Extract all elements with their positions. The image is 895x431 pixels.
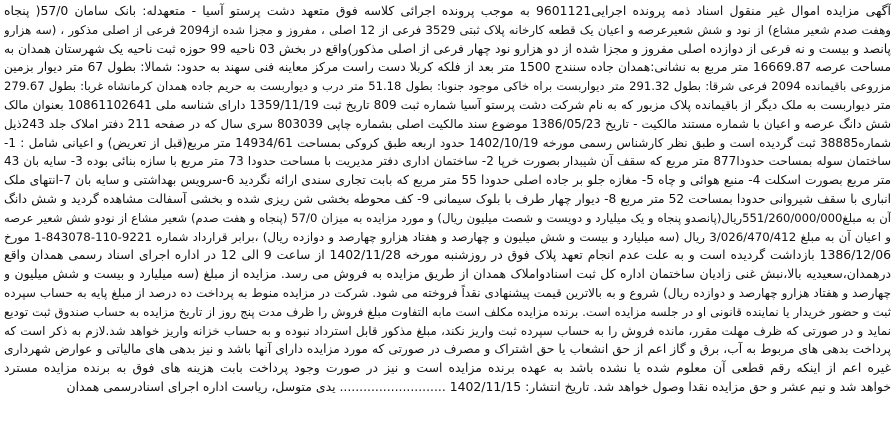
notice-line-14: 1386/12/06 بازداشت گردیده است و به علت عدم انجام تعهد پلاک فوق در روزشنبه مورخه 1402/11/28 از ساعت 9 الی 12 در اداره اجرای اسناد رسمی همدان واقع <box>4 247 891 263</box>
notice-line-15: درهمدان،سعیدیه بالا،نبش غنی زادیان ساختمان اداره کل ثبت اسنادواملاک همدان از طریق مزایده به فروش می رسد. مزایده از مبلغ (سه میلیارد و بیست و شش میلیون و <box>4 266 891 282</box>
notice-line-7: شش دانگ عرصه و اعیان با شماره مستند مالکیت - تاریخ 1386/05/23 موضوع سند مالکیت اصلی بشماره چاپی 803039 سری سال که در صفحه 211 دفتر املاک جلد 243ذیل <box>4 116 891 131</box>
notice-line-4: مساحت عرصه 16669.87 متر مربع به نشانی:همدان جاده سنندج 1500 متر بعد از فلکه کربلا دست راست مرکز معاینه فنی سهند به حدود: شمالا: بطول 67 متر دیوار بزمین <box>4 60 891 75</box>
notice-line-1: آگهی مزایده اموال غیر منقول اسناد ذمه پرونده اجرایی9601121 به موجب پرونده اجرائی کلاسه فوق متعهد دشت پرستو آسیا - متعهدله: بانک سامان 57/0( پنجاه <box>4 3 891 18</box>
notice-line-6: متر دیواربست به ملک دیگر از باقیمانده پلاک مزبور که به نام شرکت دشت پرستو آسیا شماره ثبت 809 تاریخ ثبت 1359/11/19 دارای شناسه ملی 10861102641 بعنوان مالک <box>4 97 891 112</box>
notice-line-2: وهفت صدم شعیر مشاع) از نود و شش شعیرعرصه و اعیان یک قطعه کارخانه پلاک ثبتی 3529 فرعی از 12 اصلی ، مفروز و مجزا شده از2094 فرعی از اصلی مذکور ، (سه هزارو <box>4 22 891 37</box>
notice-line-21: خواهد شد و نیم عشر و حق مزایده نقدا وصول خواهد شد. تاریخ انتشار: 1402/11/15 ........................... یدی متوسل، ریاست اداره اجرای اسنادرسمی همدان <box>66 378 891 394</box>
notice-line-19: پرداخت بدهی های مربوط به آب، برق و گاز اعم از حق انشعاب یا حق اشتراک و مصرف در صورتی که مورد مزایده دارای آنها باشد و نیز بدهی های مالیاتی و عوارض شهرداری <box>4 342 891 357</box>
notice-line-8: شماره38885 ثبت گردیده است و طبق نظر کارشناس رسمی مورخه 1402/10/19 حدود اربعه طبق کروکی بمساحت 14934/61 متر مربع(قبل از تعریض) و اعیانی شامل : 1- <box>4 135 891 150</box>
notice-line-17: ثبت و حضور خریدار یا نماینده قانونی او در جلسه مزایده است. برنده مزایده مکلف است مابه التفاوت مبلغ فروش را ظرف مدت پنج روز از تاریخ مزایده به حساب صندوق ثبت تودیع <box>4 304 891 319</box>
notice-line-12: آن به مبلغ551/260/000/000ریال(پانصدو پنجاه و یک میلیارد و دویست و شصت میلیون ریال) و مورد مزایده به میزان 57/0 (پنجاه و هفت صدم) شعیر مشاع از نودو شش شعیر عرصه <box>4 210 891 225</box>
notice-line-13: و اعیان آن به مبلغ 3/026/470/412 ریال (سه میلیارد و بیست و شش میلیون و چهارصد و هفتاد هزارو چهارصد و دوازده ریال) ،برابر قرارداد شماره 9221-110-843078-1 مورخ <box>4 229 891 244</box>
notice-line-9: ساختمان سوله بمساحت حدودا877 متر مربع که سقف آن شیبدار بصورت خرپا 2- ساختمان اداری دفتر مدیریت با مساحت حدودا 73 متر مربع با سازه بنائی بوده 3- سایه بان 43 <box>4 154 891 169</box>
notice-line-16: چهارصد و هفتاد هزارو چهارصد و دوازده ریال) شروع و به بالاترین قیمت پیشنهادی نقداً فروخته می شود. شرکت در مزایده منوط به پرداخت ده درصد از مبلغ پایه به حساب سپرده <box>4 285 891 300</box>
notice-line-10: متر مربع بصورت اسکلت 4- منبع هوائی و چاه 5- مغازه جلو بر جاده اصلی حدودا 55 متر مربع که بابت تجاری سندی ارائه نگردید 6-سرویس بهداشتی و سایه بان 7-انتهای ملک <box>4 173 891 188</box>
notice-line-3: پانصد و بیست و نه فرعی از دوازده اصلی مفروز و مجزا شده از دو هزارو نود چهار فرعی از اصلی مذکور)واقع در بخش 03 ناحیه 99 حوزه ثبت ناحیه یک شهرستان همدان به <box>4 40 891 56</box>
notice-line-18: نماید و در صورتی که ظرف مهلت مقرر، مانده فروش را به حساب سپرده ثبت واریز نکند، مبلغ مذکور قابل استرداد نبوده و به حساب خزانه واریز خواهد شد.لازم به ذکر است که <box>4 323 891 338</box>
notice-line-20: غیره اعم از اینکه رقم قطعی آن معلوم شده یا نشده باشد به عهده برنده مزایده است و نیز در صورت وجود پرداخت بابت هزینه های فوق به برنده مزایده مسترد <box>4 360 891 376</box>
auction-notice <box>4 2 891 429</box>
notice-line-5: مزروعی باقیمانده 2094 فرعی شرقا: بطول 291.32 متر دیواربست براه خاکی موجود جنوبا: بطول 51.18 متر درب و دیواربست به حریم جاده همدان کرمانشاه غربا: بطول 279.67 <box>4 79 891 94</box>
notice-line-11: انباری با سقف شیروانی حدودا بمساحت 52 متر مربع 8- دیوار چهار طرف با بلوک سیمانی 9- کف محوطه بخشی شن ریزی شده و بخشی آسفالت مشاهده گردید و شش دانگ <box>4 191 891 206</box>
